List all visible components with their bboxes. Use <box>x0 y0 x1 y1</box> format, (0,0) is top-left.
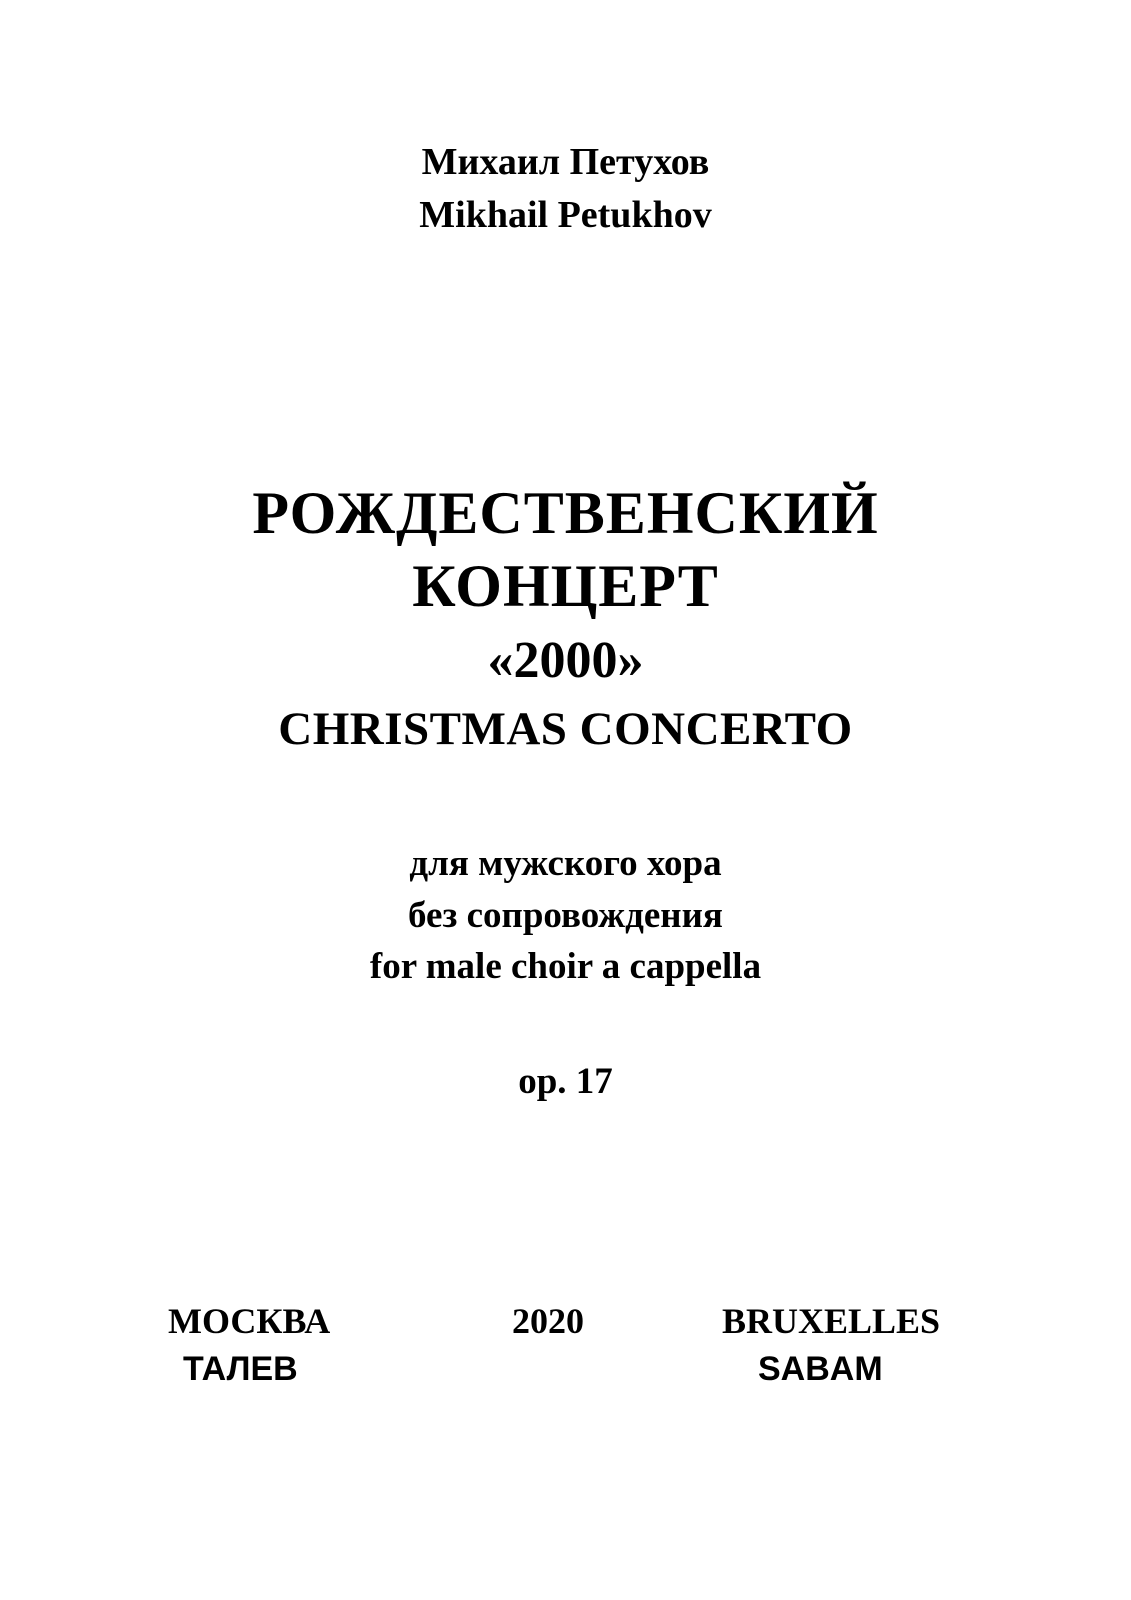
author-name-en: Mikhail Petukhov <box>419 194 712 236</box>
footer-city-ru: МОСКВА <box>168 1301 331 1341</box>
footer-publisher-be: SABAM <box>758 1350 883 1388</box>
title-year: «2000» <box>487 632 644 689</box>
footer-publisher-ru: ТАЛЕВ <box>183 1350 298 1388</box>
subtitle-line-2: без сопровождения <box>408 895 723 936</box>
opus-number: op. 17 <box>518 1061 613 1102</box>
title-line-1: РОЖДЕСТВЕНСКИЙ <box>252 480 879 546</box>
title-english: CHRISTMAS CONCERTO <box>278 703 853 755</box>
subtitle-english: for male choir a cappella <box>369 946 762 987</box>
author-name-ru: Михаил Петухов <box>421 141 710 183</box>
footer-year: 2020 <box>512 1301 584 1341</box>
subtitle-line-1: для мужского хора <box>409 843 722 884</box>
footer-city-fr: BRUXELLES <box>722 1301 941 1341</box>
title-line-2: КОНЦЕРТ <box>412 553 719 619</box>
